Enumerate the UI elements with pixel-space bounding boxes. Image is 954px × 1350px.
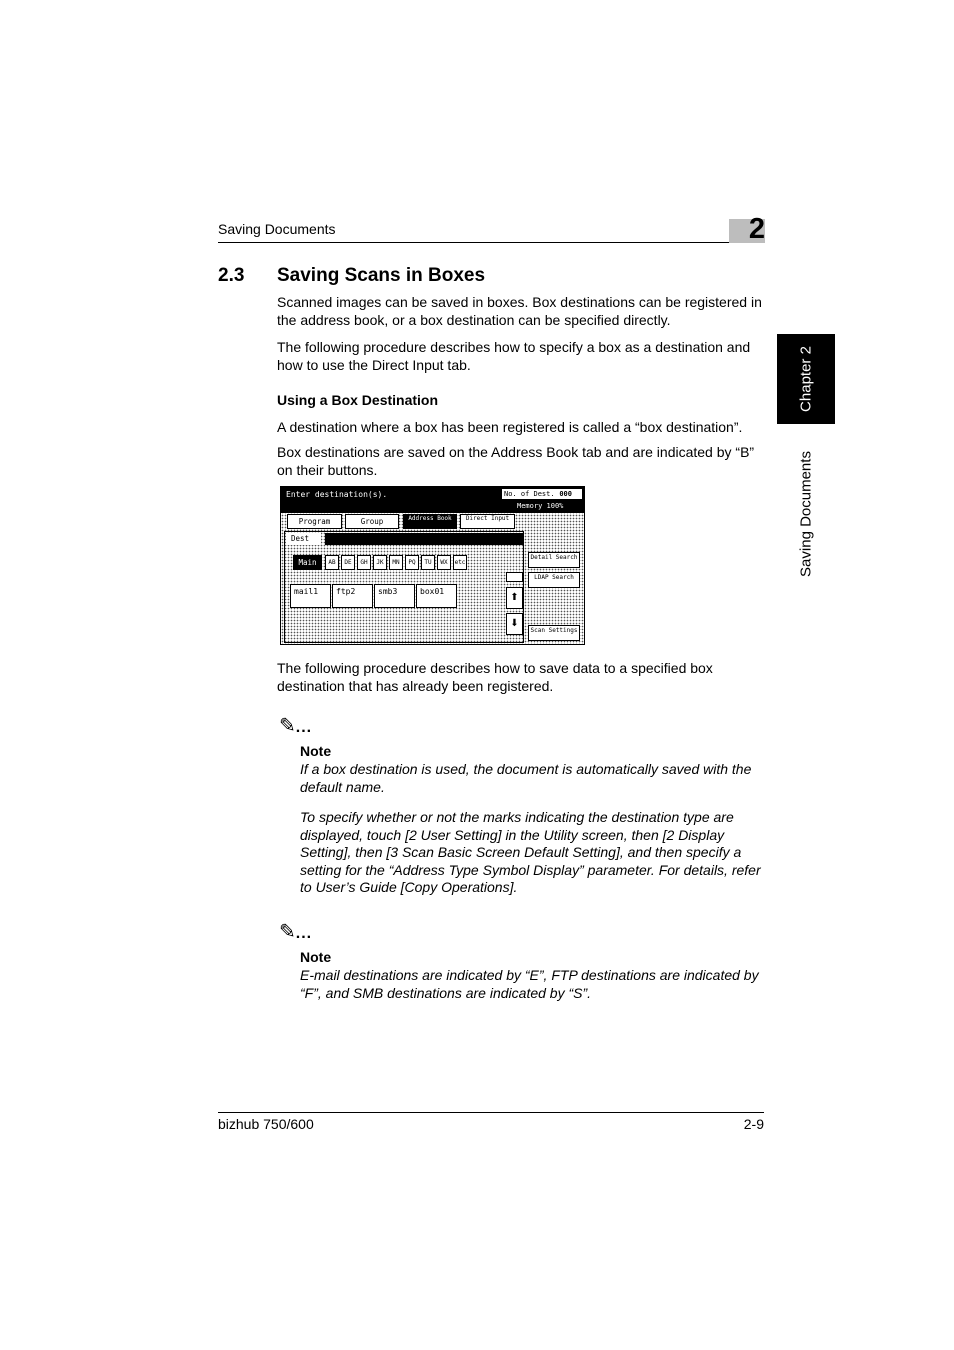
footer-product: bizhub 750/600 <box>218 1116 314 1132</box>
subheading: Using a Box Destination <box>277 392 439 408</box>
control-panel-screenshot <box>280 486 585 645</box>
tab-address-book[interactable]: Address Book <box>403 514 457 529</box>
section-number: 2.3 <box>218 265 245 286</box>
filter-mn[interactable]: MN <box>389 555 403 570</box>
tab-direct-input[interactable]: Direct Input <box>460 514 515 529</box>
note-1-text-2: To specify whether or not the marks indicating the destination type are displayed, touch [2 User Setting] in the Utility screen, then [2 Display Setting], then [3 Scan Basic Screen Default Setting], and then specify a setting for the “Address Type Symbol Display” parameter. For details, refer to User’s Guide [Copy Operations]. <box>300 809 761 895</box>
filter-main[interactable]: Main <box>293 555 322 570</box>
footer-rule <box>218 1112 764 1113</box>
filter-wx[interactable]: WX <box>437 555 451 570</box>
filter-tu[interactable]: TU <box>421 555 435 570</box>
note-1-title: Note <box>300 743 332 759</box>
footer-page-number: 2-9 <box>743 1116 764 1132</box>
intro-paragraph-1: Scanned images can be saved in boxes. Box destinations can be registered in the address book, or a box destination can be specified directly. <box>277 294 762 328</box>
filter-gh[interactable]: GH <box>357 555 371 570</box>
note-1-text-1: If a box destination is used, the document is automatically saved with the default name. <box>300 761 752 795</box>
filter-jk[interactable]: JK <box>373 555 387 570</box>
section-heading <box>218 265 485 287</box>
detail-search-button[interactable]: Detail Search <box>528 552 580 568</box>
memory-label: Memory <box>517 502 543 510</box>
sub-paragraph-1: A destination where a box has been registered is called a “box destination”. <box>277 419 743 435</box>
no-of-dest-label: No. of Dest. <box>504 490 555 498</box>
dest-button-smb3[interactable]: smb3 <box>374 584 415 608</box>
pencil-note-icon: ✎... <box>279 715 313 737</box>
arrow-down-icon: ⬇ <box>510 618 519 629</box>
arrow-up-icon: ⬆ <box>510 592 519 603</box>
ldap-search-button[interactable]: LDAP Search <box>528 572 580 588</box>
memory-value: 100% <box>546 502 564 510</box>
tab-group[interactable]: Group <box>345 514 399 529</box>
no-of-dest-box <box>502 489 582 499</box>
filter-ab[interactable]: AB <box>325 555 339 570</box>
scan-settings-button[interactable]: Scan Settings <box>528 625 580 641</box>
pencil-note-icon: ✎... <box>279 921 313 943</box>
side-tab-chapter: Chapter 2 <box>797 346 815 412</box>
filter-de[interactable]: DE <box>341 555 355 570</box>
note-2-title: Note <box>300 949 332 965</box>
after-screen-paragraph: The following procedure describes how to save data to a specified box destination that has already been registered. <box>277 660 713 694</box>
no-of-dest-value: 000 <box>559 490 572 498</box>
scroll-track <box>506 572 523 582</box>
filter-pq[interactable]: PQ <box>405 555 419 570</box>
dest-button-box01[interactable]: box01 <box>416 584 457 608</box>
screen-prompt: Enter destination(s). <box>286 490 388 499</box>
scroll-up-button[interactable] <box>506 587 523 609</box>
dest-label: Dest <box>286 533 321 545</box>
sub-paragraph-2: Box destinations are saved on the Address Book tab and are indicated by “B” on their buttons. <box>277 444 755 478</box>
note-2-text-1: E-mail destinations are indicated by “E”, FTP destinations are indicated by “F”, and SMB destinations are indicated by “S”. <box>300 967 759 1001</box>
dest-button-ftp2[interactable]: ftp2 <box>332 584 373 608</box>
dest-field <box>325 533 524 545</box>
intro-paragraph-2: The following procedure describes how to specify a box as a destination and how to use the Direct Input tab. <box>277 339 751 373</box>
running-header: Saving Documents <box>218 221 336 237</box>
tab-program[interactable]: Program <box>287 514 342 529</box>
scroll-down-button[interactable] <box>506 613 523 635</box>
chapter-number: 2 <box>748 213 765 245</box>
filter-etc[interactable]: etc <box>453 555 467 570</box>
section-title: Saving Scans in Boxes <box>277 265 486 286</box>
header-rule <box>218 242 764 243</box>
side-tab-section: Saving Documents <box>797 451 815 577</box>
memory-indicator <box>517 502 563 510</box>
dest-button-mail1[interactable]: mail1 <box>290 584 331 608</box>
